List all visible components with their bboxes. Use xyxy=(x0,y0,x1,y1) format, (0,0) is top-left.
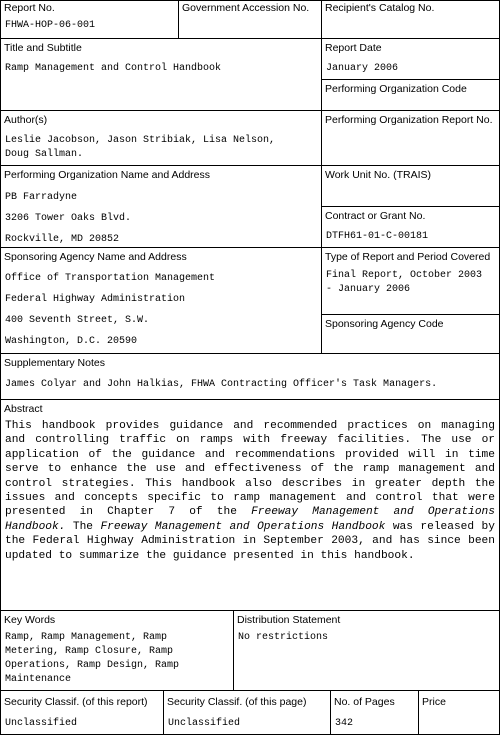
abstract-text xyxy=(1,416,499,563)
num-pages-value: 342 xyxy=(335,718,354,729)
key-words-cell xyxy=(0,610,234,691)
supplementary-notes-cell xyxy=(0,353,500,400)
sponsoring-line-2: Federal Highway Administration xyxy=(5,294,186,305)
security-report-value: Unclassified xyxy=(5,718,78,729)
abstract-cell xyxy=(0,399,500,611)
perf-org-code-label: Performing Organization Code xyxy=(325,83,467,95)
distribution-cell xyxy=(233,610,500,691)
authors-cell xyxy=(0,110,322,166)
report-type-label: Type of Report and Period Covered xyxy=(325,251,491,263)
perf-org-name-label: Performing Organization Name and Address xyxy=(4,169,211,181)
contract-grant-value: DTFH61-01-C-00181 xyxy=(326,231,429,242)
authors-value: Leslie Jacobson, Jason Stribiak, Lisa Nelson, Doug Sallman. xyxy=(5,135,276,160)
perf-org-line-3: Rockville, MD 20852 xyxy=(5,234,120,245)
abstract-italic-2: Freeway Management and Operations Handbook xyxy=(100,520,386,533)
gov-accession-cell xyxy=(178,0,322,39)
gov-accession-label: Government Accession No. xyxy=(182,2,310,14)
security-page-cell xyxy=(163,690,331,735)
abstract-part-3: was released by the Federal Highway Administration in September 2003, and has since been updated to summarize the guidance presented in this handbook. xyxy=(5,520,495,562)
num-pages-cell xyxy=(330,690,419,735)
perf-org-line-2: 3206 Tower Oaks Blvd. xyxy=(5,213,132,224)
security-report-cell xyxy=(0,690,164,735)
abstract-part-1: This handbook provides guidance and recommended practices on managing and controlling traffic on ramps with freeway facilities. The use or application of the guidance and recommendations provided will in time serve to enhance the use and effectiveness of the ramp management and control strategies. This handbook also describes in greater depth the issues and concepts specific to ramp management and control that were presented in Chapter 7 of the xyxy=(5,420,495,519)
work-unit-label: Work Unit No. (TRAIS) xyxy=(325,169,431,181)
report-date-label: Report Date xyxy=(325,42,382,54)
abstract-part-2: The xyxy=(65,520,101,533)
abstract-italic-1: Freeway Management and Operations Handbook. xyxy=(5,506,495,533)
distribution-value: No restrictions xyxy=(238,632,329,643)
sponsoring-code-label: Sponsoring Agency Code xyxy=(325,318,444,330)
report-no-label: Report No. xyxy=(4,2,55,14)
recipient-catalog-label: Recipient's Catalog No. xyxy=(325,2,435,14)
perf-org-report-no-label: Performing Organization Report No. xyxy=(325,114,493,126)
supplementary-notes-label: Supplementary Notes xyxy=(4,357,105,369)
distribution-label: Distribution Statement xyxy=(237,614,341,626)
title-value: Ramp Management and Control Handbook xyxy=(5,63,222,74)
supplementary-notes-value: James Colyar and John Halkias, FHWA Contracting Officer's Task Managers. xyxy=(5,379,438,390)
perf-org-report-no-cell xyxy=(321,110,500,166)
abstract-label: Abstract xyxy=(4,403,43,415)
title-subtitle-label: Title and Subtitle xyxy=(4,42,82,54)
report-date-cell xyxy=(321,38,500,80)
contract-grant-label: Contract or Grant No. xyxy=(325,210,426,222)
sponsoring-agency-cell xyxy=(0,247,322,354)
work-unit-cell xyxy=(321,165,500,207)
security-page-value: Unclassified xyxy=(168,718,241,729)
contract-grant-cell xyxy=(321,206,500,248)
perf-org-code-cell xyxy=(321,79,500,111)
authors-label: Author(s) xyxy=(4,114,48,126)
sponsoring-line-4: Washington, D.C. 20590 xyxy=(5,336,138,347)
sponsoring-code-cell xyxy=(321,314,500,354)
key-words-label: Key Words xyxy=(4,614,56,626)
report-type-value: Final Report, October 2003 - January 2006 xyxy=(326,270,483,295)
security-page-label: Security Classif. (of this page) xyxy=(167,696,307,708)
title-subtitle-cell xyxy=(0,38,322,111)
sponsoring-agency-label: Sponsoring Agency Name and Address xyxy=(4,251,187,263)
perf-org-name-cell xyxy=(0,165,322,248)
report-no-cell xyxy=(0,0,179,39)
report-type-cell xyxy=(321,247,500,315)
report-date-value: January 2006 xyxy=(326,63,399,74)
price-cell xyxy=(418,690,500,735)
sponsoring-line-1: Office of Transportation Management xyxy=(5,273,216,284)
perf-org-line-1: PB Farradyne xyxy=(5,192,78,203)
recipient-catalog-cell xyxy=(321,0,500,39)
num-pages-label: No. of Pages xyxy=(334,696,395,708)
security-report-label: Security Classif. (of this report) xyxy=(4,696,148,708)
price-label: Price xyxy=(422,696,446,708)
key-words-value: Ramp, Ramp Management, Ramp Metering, Ramp Closure, Ramp Operations, Ramp Design, Ramp Maintenance xyxy=(5,632,180,685)
report-no-value: FHWA-HOP-06-001 xyxy=(5,20,96,31)
sponsoring-line-3: 400 Seventh Street, S.W. xyxy=(5,315,150,326)
